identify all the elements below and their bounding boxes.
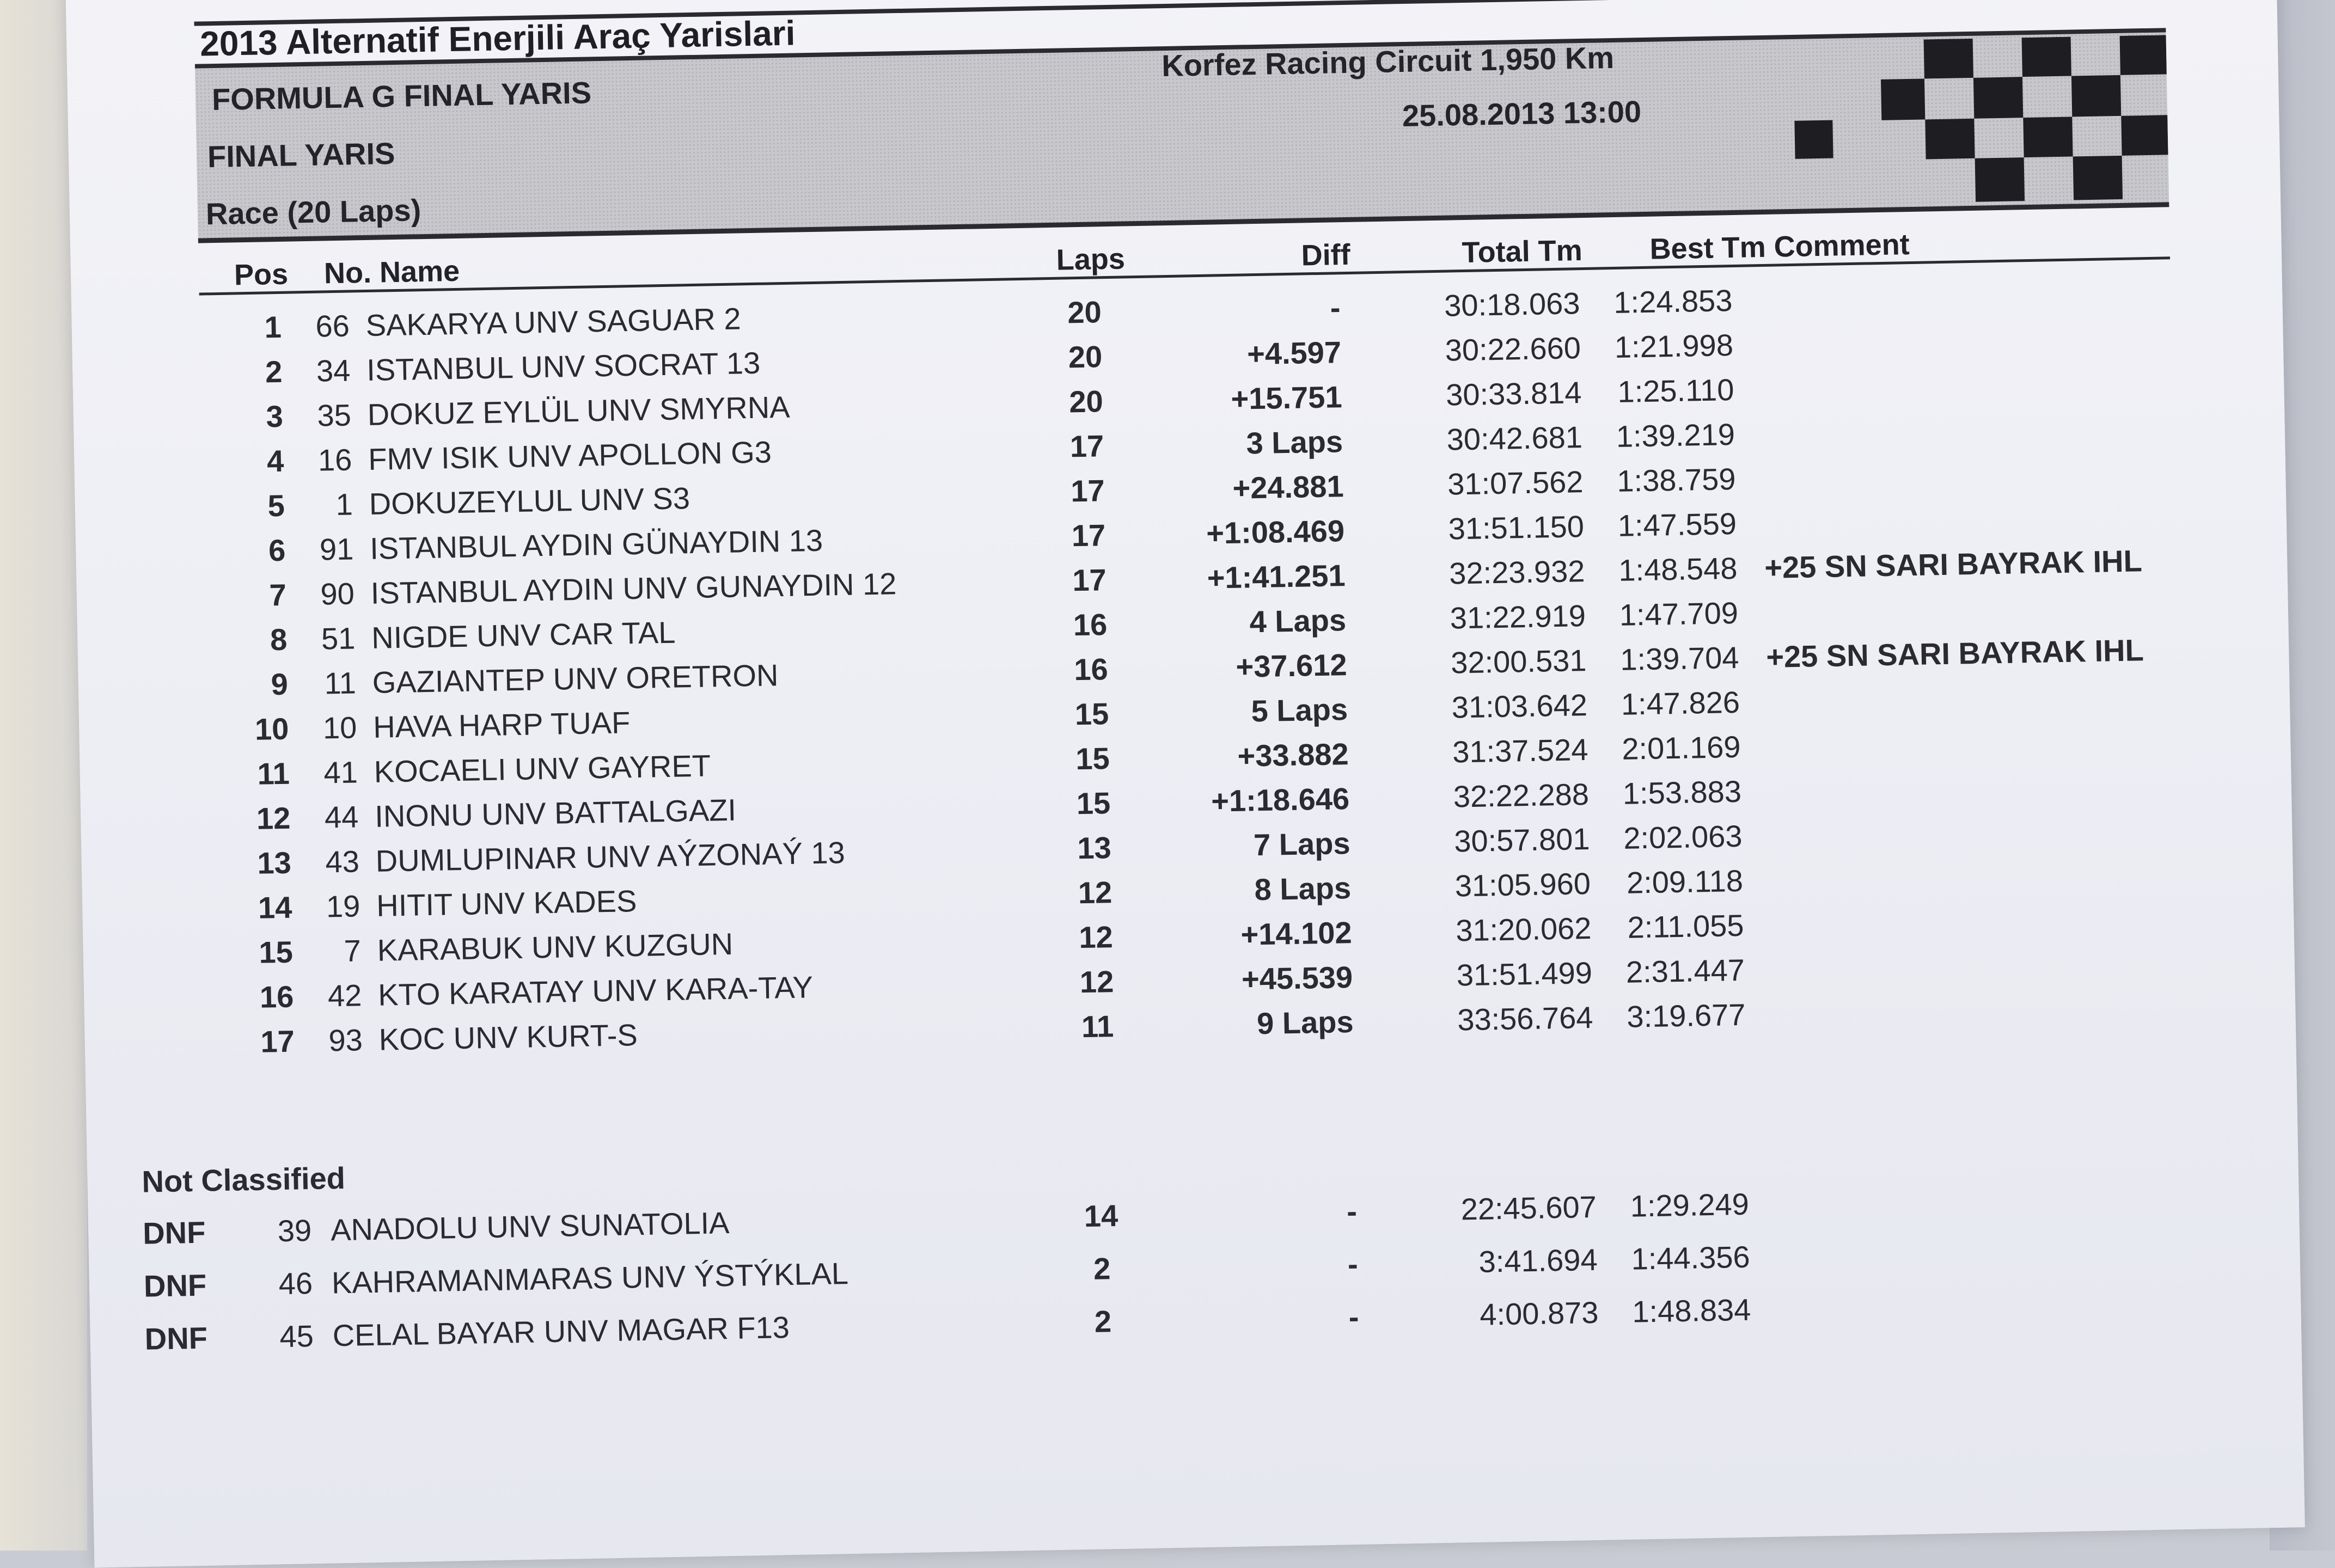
result-number: 91: [319, 531, 354, 567]
result-pos: 11: [257, 756, 290, 791]
result-best: 2:02.063: [1623, 818, 1743, 855]
result-laps: 12: [1078, 920, 1114, 955]
result-number: 51: [321, 621, 356, 656]
result-number: 11: [324, 665, 357, 701]
result-number: 41: [323, 755, 358, 790]
result-pos: 8: [270, 622, 288, 657]
result-name: DOKUZEYLUL UNV S3: [369, 481, 690, 521]
result-diff: -: [1330, 290, 1341, 325]
result-best: 1:47.559: [1617, 506, 1737, 543]
result-total: 32:00.531: [1450, 643, 1587, 680]
result-laps: 20: [1068, 339, 1103, 375]
result-diff: 9 Laps: [1256, 1004, 1354, 1041]
result-diff: +4.597: [1246, 335, 1342, 371]
result-pos: 5: [267, 488, 285, 523]
result-total: 30:33.814: [1445, 375, 1582, 412]
result-number: 46: [278, 1266, 313, 1301]
result-name: GAZIANTEP UNV ORETRON: [372, 658, 779, 700]
result-best: 2:09.118: [1626, 863, 1744, 900]
result-diff: +1:08.469: [1206, 513, 1345, 550]
result-number: 16: [317, 442, 352, 477]
result-pos: 15: [258, 934, 294, 970]
event-title: 2013 Alternatif Enerjili Araç Yarislari: [199, 13, 796, 64]
result-number: 19: [326, 889, 360, 924]
result-total: 31:51.499: [1456, 955, 1593, 993]
result-number: 10: [322, 710, 357, 745]
result-pos: 10: [254, 711, 289, 746]
result-diff: +1:18.646: [1211, 781, 1350, 818]
circuit-name: Korfez Racing Circuit 1,950 Km: [1161, 40, 1615, 83]
result-pos: 12: [256, 800, 291, 836]
result-best: 1:47.826: [1621, 684, 1740, 721]
col-no-name: No. Name: [323, 254, 460, 290]
result-number: 66: [315, 308, 350, 344]
result-total: 30:22.660: [1445, 330, 1581, 367]
result-number: 34: [316, 353, 351, 388]
result-name: DUMLUPINAR UNV AÝZONAÝ 13: [375, 835, 846, 878]
result-total: 22:45.607: [1460, 1189, 1597, 1227]
result-number: 39: [277, 1213, 312, 1248]
result-number: 42: [327, 978, 362, 1013]
result-best: 2:31.447: [1625, 952, 1745, 989]
result-total: 30:42.681: [1446, 420, 1583, 457]
result-diff: 5 Laps: [1251, 692, 1348, 728]
result-diff: +15.751: [1230, 379, 1343, 416]
result-best: 1:47.709: [1619, 595, 1739, 632]
result-best: 1:48.834: [1631, 1292, 1751, 1329]
col-diff: Diff: [1301, 238, 1351, 272]
result-laps: 2: [1093, 1251, 1111, 1286]
result-laps: 15: [1076, 786, 1111, 821]
result-laps: 15: [1075, 741, 1110, 776]
result-best: 1:29.249: [1630, 1186, 1750, 1223]
result-best: 1:38.759: [1616, 461, 1736, 498]
result-diff: +37.612: [1235, 647, 1348, 684]
result-laps: 13: [1077, 830, 1112, 866]
result-best: 1:25.110: [1617, 372, 1734, 409]
result-name: NIGDE UNV CAR TAL: [371, 615, 676, 655]
result-pos: 6: [268, 532, 286, 568]
result-name: HITIT UNV KADES: [376, 884, 637, 923]
result-laps: 17: [1070, 473, 1105, 509]
result-number: 35: [316, 397, 352, 433]
result-total: 31:22.919: [1450, 598, 1586, 635]
result-total: 31:07.562: [1447, 464, 1584, 501]
result-best: 3:19.677: [1626, 997, 1746, 1034]
result-laps: 20: [1067, 295, 1102, 330]
result-best: 1:39.704: [1619, 640, 1739, 677]
result-diff: 7 Laps: [1253, 826, 1351, 862]
result-number: 43: [325, 844, 360, 879]
result-diff: 3 Laps: [1246, 424, 1343, 461]
result-name: KARABUK UNV KUZGUN: [377, 926, 733, 967]
col-pos: Pos: [234, 258, 289, 292]
result-number: 1: [335, 487, 353, 522]
result-best: 1:48.548: [1618, 550, 1738, 587]
result-name: FMV ISIK UNV APOLLON G3: [368, 434, 772, 476]
result-pos: 7: [269, 577, 287, 612]
result-laps: 11: [1081, 1009, 1114, 1044]
race-datetime: 25.08.2013 13:00: [1402, 94, 1642, 133]
result-diff: -: [1347, 1246, 1359, 1282]
result-pos: 9: [271, 666, 289, 702]
result-diff: +33.882: [1237, 737, 1349, 773]
result-total: 30:18.063: [1444, 286, 1580, 323]
result-number: 93: [328, 1022, 363, 1058]
result-best: 2:11.055: [1627, 908, 1744, 945]
result-name: SAKARYA UNV SAGUAR 2: [365, 301, 742, 342]
result-name: KAHRAMANMARAS UNV ÝSTÝKLAL: [331, 1256, 849, 1300]
result-comment: +25 SN SARI BAYRAK IHL: [1764, 543, 2143, 585]
result-diff: +1:41.251: [1207, 558, 1346, 595]
result-best: 1:21.998: [1614, 327, 1734, 364]
result-laps: 20: [1068, 384, 1104, 419]
result-number: 90: [320, 576, 355, 611]
result-pos: 1: [264, 309, 282, 345]
race-info: Race (20 Laps): [205, 193, 421, 231]
result-name: KTO KARATAY UNV KARA-TAY: [377, 970, 814, 1012]
result-total: 4:00.873: [1479, 1295, 1599, 1332]
result-total: 32:23.932: [1448, 554, 1585, 591]
result-total: 32:22.288: [1453, 776, 1590, 814]
result-name: KOCAELI UNV GAYRET: [374, 748, 711, 789]
result-total: 3:41.694: [1478, 1242, 1598, 1279]
result-best: 1:53.883: [1622, 774, 1742, 811]
dnf-status: DNF: [142, 1215, 206, 1251]
result-number: 45: [279, 1319, 314, 1354]
result-name: INONU UNV BATTALGAZI: [374, 792, 737, 834]
result-laps: 12: [1079, 964, 1114, 1000]
result-total: 31:51.150: [1448, 509, 1585, 546]
result-diff: +14.102: [1240, 915, 1353, 952]
result-number: 44: [324, 799, 359, 835]
result-laps: 2: [1094, 1304, 1112, 1339]
result-name: ISTANBUL AYDIN GÜNAYDIN 13: [369, 523, 823, 566]
not-classified-title: Not Classified: [141, 1160, 346, 1199]
result-total: 31:05.960: [1454, 866, 1591, 903]
col-best-comment: Best Tm Comment: [1649, 228, 1910, 266]
result-pos: 14: [258, 890, 292, 925]
result-best: 1:24.853: [1613, 283, 1733, 320]
col-total: Total Tm: [1462, 234, 1583, 270]
result-diff: 8 Laps: [1254, 871, 1352, 907]
col-laps: Laps: [1056, 242, 1126, 277]
checkered-flag-icon: [1744, 35, 2169, 209]
result-laps: 16: [1073, 607, 1108, 642]
result-total: 30:57.801: [1453, 821, 1591, 859]
result-laps: 14: [1084, 1198, 1118, 1234]
result-pos: 16: [259, 979, 294, 1014]
result-comment: +25 SN SARI BAYRAK IHL: [1765, 633, 2144, 674]
result-diff: +24.881: [1232, 469, 1344, 505]
result-name: DOKUZ EYLÜL UNV SMYRNA: [367, 389, 791, 432]
result-name: HAVA HARP TUAF: [372, 705, 631, 744]
results-sheet: [65, 0, 2305, 1568]
result-laps: 17: [1069, 428, 1104, 464]
result-laps: 16: [1073, 652, 1109, 687]
result-laps: 12: [1078, 875, 1113, 910]
result-pos: 13: [256, 845, 292, 880]
result-pos: 17: [260, 1024, 295, 1059]
class-name: FORMULA G FINAL YARIS: [211, 75, 592, 117]
dnf-status: DNF: [144, 1320, 208, 1356]
result-best: 1:44.356: [1631, 1239, 1751, 1276]
result-pos: 2: [265, 354, 283, 389]
dnf-status: DNF: [143, 1267, 207, 1303]
result-name: CELAL BAYAR UNV MAGAR F13: [332, 1310, 790, 1353]
result-diff: +45.539: [1241, 959, 1353, 996]
session-name: FINAL YARIS: [207, 136, 395, 174]
result-total: 31:20.062: [1455, 910, 1592, 948]
result-diff: -: [1346, 1193, 1358, 1229]
result-diff: 4 Laps: [1249, 603, 1347, 639]
result-name: ISTANBUL UNV SOCRAT 13: [366, 345, 761, 387]
result-number: 7: [344, 933, 362, 968]
result-total: 31:03.642: [1451, 688, 1588, 725]
result-laps: 17: [1072, 562, 1107, 598]
result-pos: 3: [266, 399, 284, 434]
result-best: 2:01.169: [1621, 729, 1741, 766]
result-laps: 17: [1071, 518, 1106, 553]
result-total: 33:56.764: [1457, 1000, 1594, 1037]
result-pos: 4: [266, 443, 284, 479]
result-name: ANADOLU UNV SUNATOLIA: [330, 1205, 730, 1247]
result-best: 1:39.219: [1616, 416, 1735, 454]
result-name: KOC UNV KURT-S: [378, 1018, 638, 1057]
result-diff: -: [1348, 1299, 1360, 1334]
result-total: 31:37.524: [1452, 732, 1589, 769]
result-laps: 15: [1074, 696, 1109, 732]
result-name: ISTANBUL AYDIN UNV GUNAYDIN 12: [370, 566, 897, 610]
